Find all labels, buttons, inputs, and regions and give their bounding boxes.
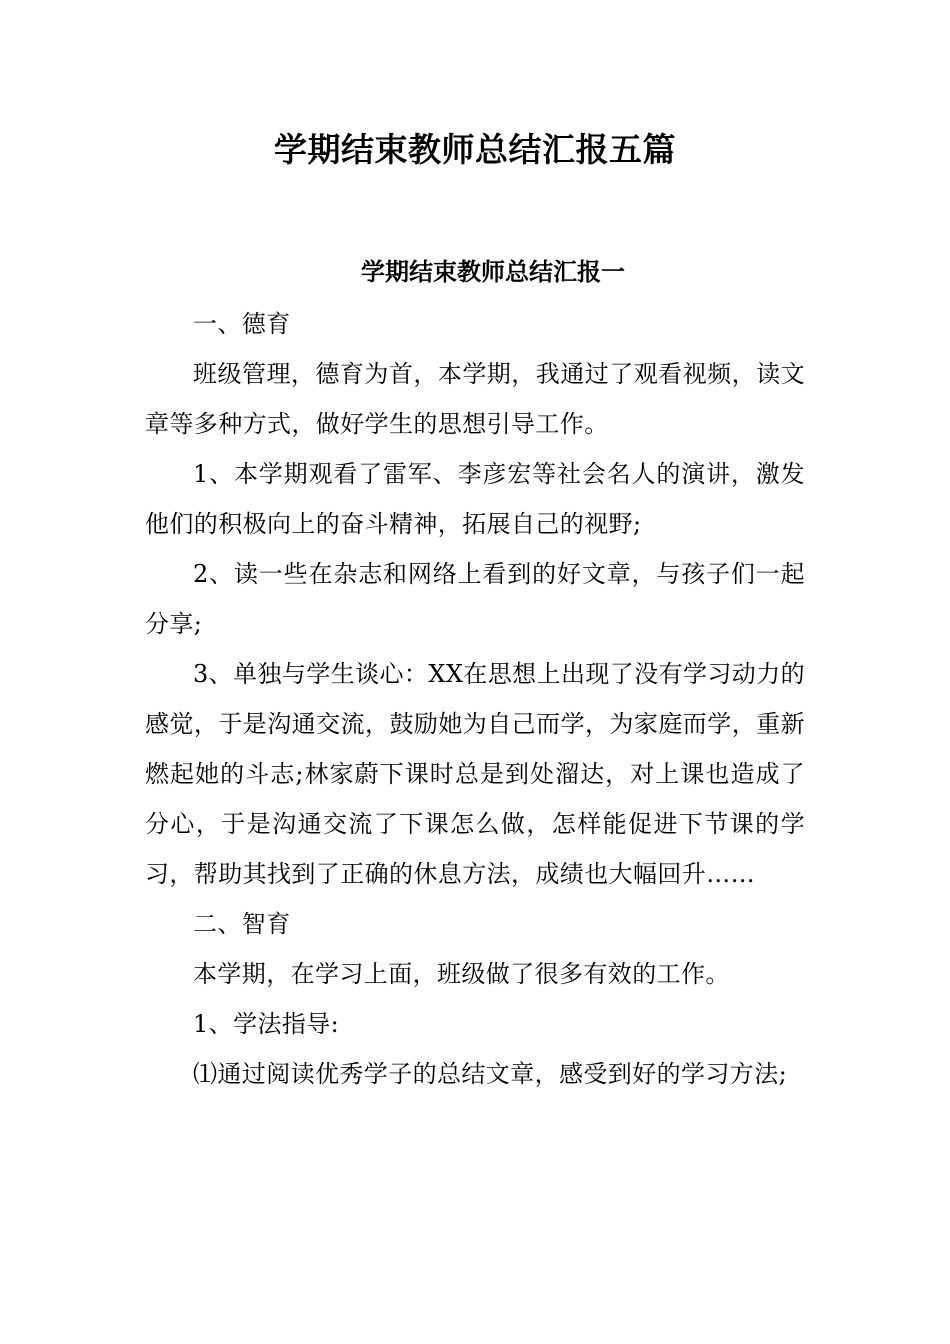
paragraph-item-1: 1、本学期观看了雷军、李彦宏等社会名人的演讲，激发他们的积极向上的奋斗精神，拓展自己的视野;: [145, 460, 805, 538]
paragraph-item-2: 2、读一些在杂志和网络上看到的好文章，与孩子们一起分享;: [145, 560, 805, 638]
paragraph-study-method-1: ⑴通过阅读优秀学子的总结文章，感受到好的学习方法;: [193, 1060, 788, 1088]
paragraph-intro-moral: 班级管理，德育为首，本学期，我通过了观看视频，读文章等多种方式，做好学生的思想引导工作。: [145, 360, 805, 438]
paragraph-intro-intellectual: 本学期，在学习上面，班级做了很多有效的工作。: [193, 960, 730, 988]
heading-intellectual-education: 二、智育: [193, 910, 291, 938]
paragraph-study-method: 1、学法指导:: [193, 1010, 340, 1038]
heading-moral-education: 一、德育: [193, 310, 291, 338]
section-title: 学期结束教师总结汇报一: [361, 257, 625, 286]
paragraph-item-3: 3、单独与学生谈心：XX在思想上出现了没有学习动力的感觉，于是沟通交流，鼓励她为自己而学，为家庭而学，重新燃起她的斗志;林家蔚下课时总是到处溜达，对上课也造成了分心，于是沟通交流了下课怎么做，怎样能促进下节课的学习，帮助其找到了正确的休息方法，成绩也大幅回升……: [145, 660, 805, 888]
document-body: [145, 299, 805, 1099]
document-title: 学期结束教师总结汇报五篇: [274, 130, 676, 169]
